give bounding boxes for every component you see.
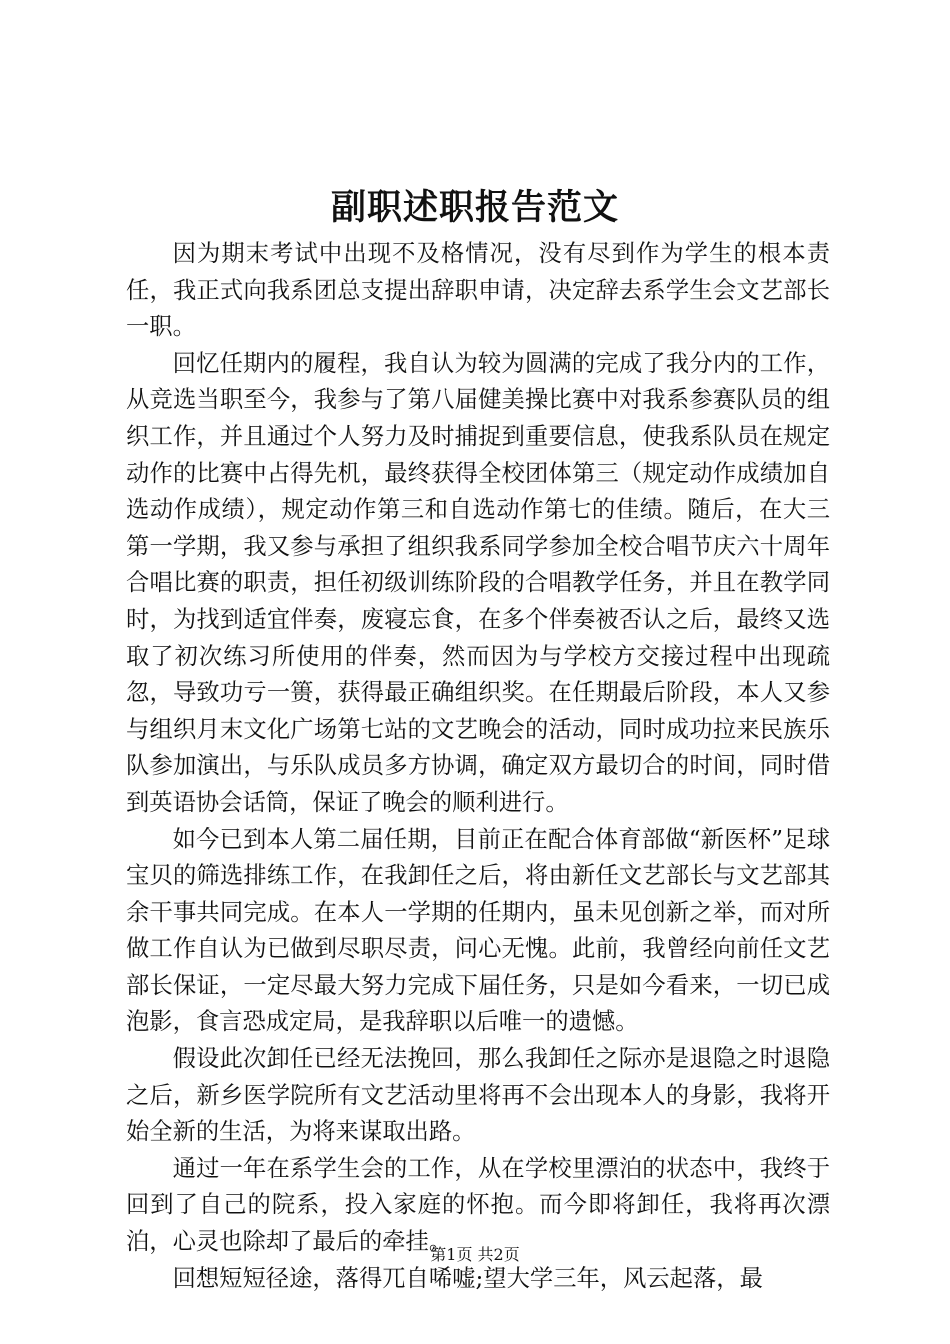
paragraph: 如今已到本人第二届任期，目前正在配合体育部做“新医杯”足球宝贝的筛选排练工作，在我卸任之后，将由新任文艺部长与文艺部其余干事共同完成。在本人一学期的任期内，虽未见创新之举，而对所做工作自认为已做到尽职尽责，问心无愧。此前，我曾经向前任文艺部长保证，一定尽最大努力完成下届任务，只是如今看来，一切已成泡影，食言恐成定局，是我辞职以后唯一的遗憾。 <box>126 825 830 1036</box>
paragraph: 因为期末考试中出现不及格情况，没有尽到作为学生的根本责任，我正式向我系团总支提出辞职申请，决定辞去系学生会文艺部长一职。 <box>126 240 830 341</box>
document-body <box>126 236 830 1297</box>
paragraph: 回忆任期内的履程，我自认为较为圆满的完成了我分内的工作，从竞选当职至今，我参与了第八届健美操比赛中对我系参赛队员的组织工作，并且通过个人努力及时捕捉到重要信息，使我系队员在规定动作的比赛中占得先机，最终获得全校团体第三（规定动作成绩加自选动作成绩），规定动作第三和自选动作第七的佳绩。随后，在大三第一学期，我又参与承担了组织我系同学参加全校合唱节庆六十周年合唱比赛的职责，担任初级训练阶段的合唱教学任务，并且在教学同时，为找到适宜伴奏，废寝忘食，在多个伴奏被否认之后，最终又选取了初次练习所使用的伴奏，然而因为与学校方交接过程中出现疏忽，导致功亏一篑，获得最正确组织奖。在任期最后阶段，本人又参与组织月末文化广场第七站的文艺晚会的活动，同时成功拉来民族乐队参加演出，与乐队成员多方协调，确定双方最切合的时间，同时借到英语协会话筒，保证了晚会的顺利进行。 <box>126 349 830 816</box>
paragraph: 回想短短径途，落得兀自唏嘘;望大学三年，风云起落，最 <box>172 1264 763 1292</box>
paragraph: 假设此次卸任已经无法挽回，那么我卸任之际亦是退隐之时退隐之后，新乡医学院所有文艺活动里将再不会出现本人的身影，我将开始全新的生活，为将来谋取出路。 <box>126 1045 830 1146</box>
paragraph: 通过一年在系学生会的工作，从在学校里漂泊的状态中，我终于回到了自己的院系，投入家庭的怀抱。而今即将卸任，我将再次漂泊，心灵也除却了最后的牵挂。 <box>126 1154 830 1256</box>
document-title: 副职述职报告范文 <box>330 187 619 228</box>
page-footer: 第1页 共2页 <box>430 1245 520 1264</box>
